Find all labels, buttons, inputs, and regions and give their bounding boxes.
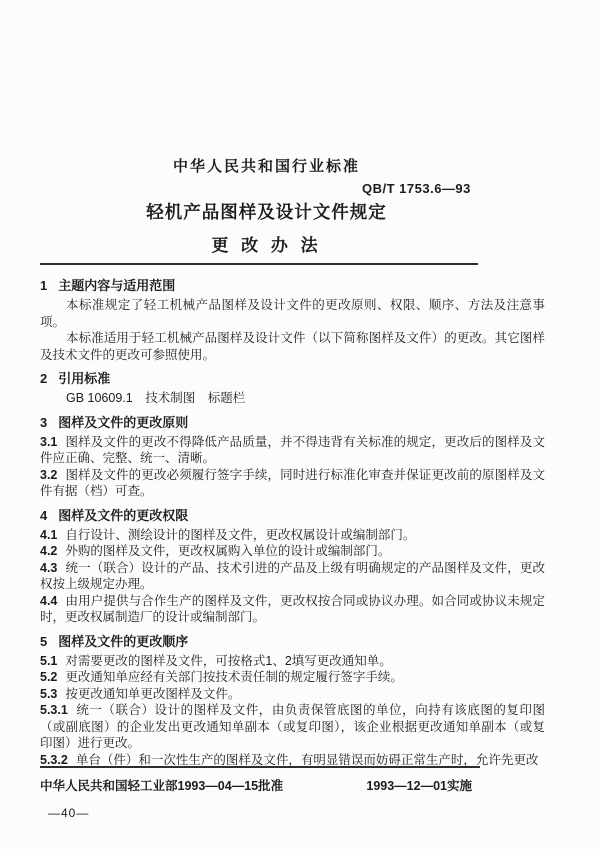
clause-text: GB 10609.1 技术制图 标题栏 — [66, 391, 246, 405]
section-heading-text: 图样及文件的更改顺序 — [58, 633, 189, 649]
clause-number: 5.1 — [40, 653, 58, 668]
clause-number: 4.1 — [40, 527, 58, 542]
section-number: 1 — [40, 278, 48, 293]
section-heading-text: 图样及文件的更改原则 — [58, 414, 189, 430]
clause-paragraph — [40, 434, 545, 467]
clause-number: 5.3.1 — [40, 703, 68, 717]
clause-text: 更改通知单应经有关部门按技术责任制的规定履行签字手续。 — [65, 670, 403, 684]
clause-number: 4.2 — [40, 544, 58, 558]
clause-text: 自行设计、测绘设计的图样及文件，更改权属设计或编制部门。 — [65, 527, 416, 542]
clause-number: 4.4 — [40, 593, 58, 608]
implementation-date: 1993—12—01实施 — [366, 779, 472, 793]
clause-text: 统一（联合）设计的图样及文件，由负责保管底图的单位，向持有该底图的复印图（或副底图）的企业发出更改通知单副本（或复印图），该企业根据更改通知单副本（或复印图）进行更改。 — [40, 703, 545, 750]
clause-text: 外购的图样及文件，更改权属购入单位的设计或编制部门。 — [65, 544, 391, 558]
section-number: 3 — [40, 414, 48, 430]
clause-paragraph — [40, 467, 545, 500]
clause-text: 按更改通知单更改图样及文件。 — [65, 686, 241, 701]
section-heading-text: 引用标准 — [58, 371, 111, 386]
clause-paragraph — [40, 527, 545, 544]
clause-text: 图样及文件的更改不得降低产品质量，并不得违背有关标准的规定，更改后的图样及文件应正确、完整、统一、清晰。 — [40, 434, 545, 465]
footer-rule — [40, 766, 480, 768]
clause-paragraph — [40, 297, 545, 330]
clause-paragraph — [40, 593, 545, 626]
clause-text: 由用户提供与合作生产的图样及文件，更改权按合同或协议办理。如合同或协议未规定时，更改权属制造厂的设计或编制部门。 — [40, 593, 545, 624]
clause-text: 本标准适用于轻工机械产品图样及设计文件（以下简称图样及文件）的更改。其它图样及技术文件的更改可参照使用。 — [40, 331, 545, 362]
standard-number: QB/T 1753.6—93 — [362, 181, 471, 196]
section-heading — [40, 277, 545, 294]
section-5 — [40, 633, 545, 769]
document-footer — [40, 766, 545, 820]
standard-title-block — [14, 199, 519, 256]
national-standard-label: 中华人民共和国行业标准 — [172, 158, 360, 175]
clause-text: 图样及文件的更改必须履行签字手续，同时进行标准化审查并保证更改前的原图样及文件有据（档）可查。 — [40, 467, 545, 498]
clause-number: 3.2 — [40, 467, 58, 482]
section-heading — [40, 507, 545, 524]
section-number: 5 — [40, 633, 48, 649]
clause-text: 对需要更改的图样及文件，可按格式1、2填写更改通知单。 — [65, 653, 392, 668]
clause-paragraph — [40, 702, 545, 752]
footer-row — [40, 776, 545, 794]
section-heading — [40, 370, 545, 387]
header-rule — [40, 263, 478, 265]
section-4 — [40, 507, 545, 626]
section-number: 2 — [40, 371, 48, 386]
clause-number: 5.2 — [40, 670, 58, 684]
clause-paragraph — [40, 390, 545, 407]
page-number: —40— — [48, 806, 90, 820]
section-heading — [40, 633, 545, 650]
approval-info: 中华人民共和国轻工业部1993—04—15批准 — [40, 779, 284, 793]
section-3 — [40, 414, 545, 500]
section-2 — [40, 370, 545, 407]
standard-header — [14, 155, 519, 176]
standard-subtitle: 更 改 办 法 — [211, 236, 322, 255]
clause-paragraph — [40, 543, 545, 560]
clause-paragraph — [40, 653, 545, 670]
clause-text: 单台（件）和一次性生产的图样及文件，有明显错误而妨碍正常生产时，允许先更改 — [75, 752, 539, 767]
section-heading-text: 图样及文件的更改权限 — [58, 507, 189, 523]
clause-number: 3.1 — [40, 434, 58, 449]
clause-paragraph — [40, 669, 545, 686]
section-heading — [40, 414, 545, 431]
clause-number: 4.3 — [40, 560, 58, 575]
clause-paragraph — [40, 560, 545, 593]
clause-paragraph — [40, 330, 545, 363]
clause-paragraph — [40, 686, 545, 703]
document-body — [40, 277, 545, 768]
section-heading-text: 主题内容与适用范围 — [58, 278, 176, 293]
clause-text: 本标准规定了轻工机械产品图样及设计文件的更改原则、权限、顺序、方法及注意事项。 — [40, 298, 545, 329]
section-number: 4 — [40, 507, 48, 523]
standard-title: 轻机产品图样及设计文件规定 — [146, 202, 387, 222]
clause-text: 统一（联合）设计的产品、技术引进的产品及上级有明确规定的产品图样及文件，更改权按上级规定办理。 — [40, 560, 545, 591]
section-1 — [40, 277, 545, 363]
clause-number: 5.3.2 — [40, 752, 68, 767]
clause-number: 5.3 — [40, 686, 58, 701]
